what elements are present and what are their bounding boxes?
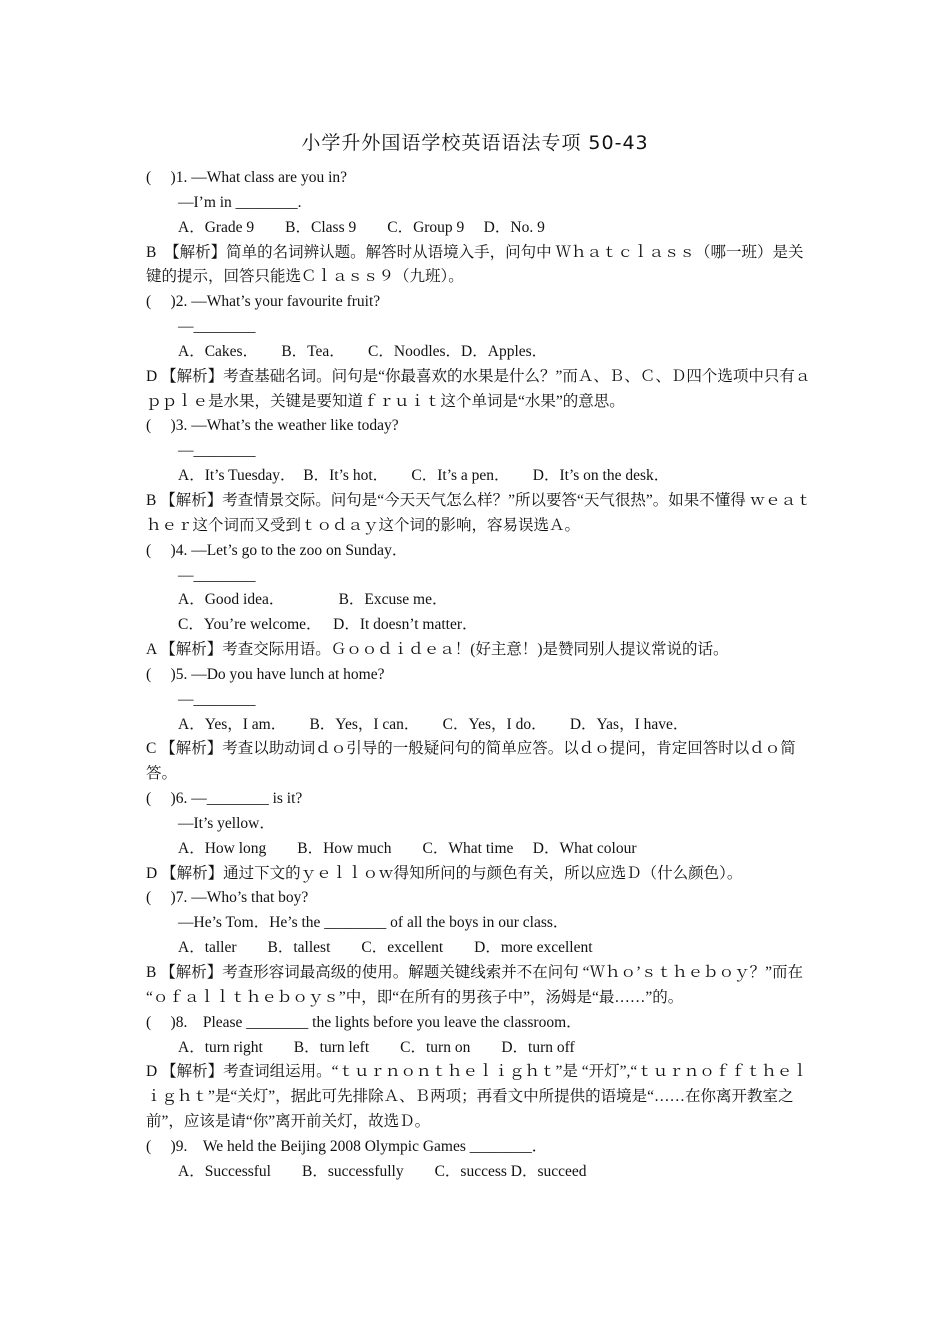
answer-line: —________: [178, 318, 256, 336]
question-6: ( )6. —________ is it?: [146, 790, 303, 808]
document-body: [146, 166, 816, 1185]
page-title: 小学升外国语学校英语语法专项 50-43: [301, 132, 649, 154]
options-line: A．Grade 9 B．Class 9 C．Group 9 D．No. 9: [178, 218, 545, 236]
answer-line: —________: [178, 690, 256, 708]
options-line: A．Yes，I am． B．Yes，I can． C．Yes，I do． D．Yas，I have．: [178, 715, 689, 733]
explanation-5: C 【解析】考查以助动词ｄｏ引导的一般疑问句的简单应答。以ｄｏ提问，肯定回答时以ｄｏ简答。: [146, 740, 796, 783]
explanation-6: D 【解析】通过下文的ｙｅｌｌｏｗ得知所问的与颜色有关，所以应选Ｄ（什么颜色）。: [146, 864, 743, 882]
explanation-2: D 【解析】考查基础名词。问句是“你最喜欢的水果是什么？”而Ａ、Ｂ、Ｃ、Ｄ四个选项中只有ａｐｐｌｅ是水果，关键是要知道ｆｒｕｉｔ这个单词是“水果”的意思。: [146, 367, 811, 410]
options-line: A．Cakes． B．Tea． C．Noodles．D．Apples．: [178, 342, 548, 360]
options-line: A．It’s Tuesday． B．It’s hot． C．It’s a pen． D．It’s on the desk．: [178, 467, 670, 485]
options-line: C．You’re welcome． D．It doesn’t matter．: [178, 616, 478, 634]
options-line: A．taller B．tallest C．excellent D．more excellent: [178, 939, 593, 957]
answer-line: —________: [178, 566, 256, 584]
question-5: ( )5. —Do you have lunch at home?: [146, 665, 385, 683]
question-1: ( )1. —What class are you in?: [146, 169, 348, 186]
options-line: A．turn right B．turn left C．turn on D．turn off: [178, 1038, 575, 1056]
explanation-7: B 【解析】考查形容词最高级的使用。解题关键线索并不在问句 “Ｗｈｏ’ｓｔｈｅｂｏｙ？”而在 “ｏｆａｌｌｔｈｅｂｏｙｓ”中，即“在所有的男孩子中”，汤姆是“最……”的。: [146, 964, 804, 1006]
answer-line: —It’s yellow．: [178, 814, 275, 832]
question-9: ( )9. We held the Beijing 2008 Olympic Games ________．: [146, 1137, 548, 1155]
answer-line: —He’s Tom．He’s the ________ of all the boys in our class．: [178, 914, 569, 932]
options-line: A．Successful B．successfully C．success D．succeed: [178, 1162, 587, 1180]
question-3: ( )3. —What’s the weather like today?: [146, 417, 399, 435]
explanation-8: D 【解析】考查词组运用。“ｔｕｒｎｏｎｔｈｅｌｉｇｈｔ”是 “开灯”,“ｔｕｒｎｏｆｆｔｈｅｌｉｇｈｔ”是“关灯”，据此可先排除Ａ、Ｂ两项；再看文中所提供的语境是“……在你离开教室之前”，应该是请“你”离开前关灯，故选Ｄ。: [146, 1063, 808, 1131]
answer-line: —I’m in ________.: [178, 193, 302, 211]
answer-line: —________: [178, 442, 256, 460]
question-8: ( )8. Please ________ the lights before you leave the classroom．: [146, 1013, 582, 1031]
explanation-1: B 【解析】简单的名词辨认题。解答时从语境入手，问句中 Ｗｈａｔｃｌａｓｓ（哪一班）是关键的提示，回答只能选Ｃｌａｓｓ９（九班）。: [146, 243, 804, 286]
explanation-4: A 【解析】考查交际用语。Ｇｏｏｄｉｄｅａ！(好主意！)是赞同别人提议常说的话。: [146, 641, 729, 659]
question-4: ( )4. —Let’s go to the zoo on Sunday．: [146, 541, 408, 559]
options-line: A．Good idea． B．Excuse me．: [178, 591, 448, 609]
question-7: ( )7. —Who’s that boy?: [146, 889, 309, 907]
options-line: A．How long B．How much C．What time D．What colour: [178, 839, 637, 857]
question-2: ( )2. —What’s your favourite fruit?: [146, 293, 381, 311]
explanation-3: B 【解析】考查情景交际。问句是“今天天气怎么样？”所以要答“天气很热”。如果不懂得 ｗｅａｔｈｅｒ这个词而又受到ｔｏｄａｙ这个词的影响，容易误选Ａ。: [146, 491, 812, 534]
